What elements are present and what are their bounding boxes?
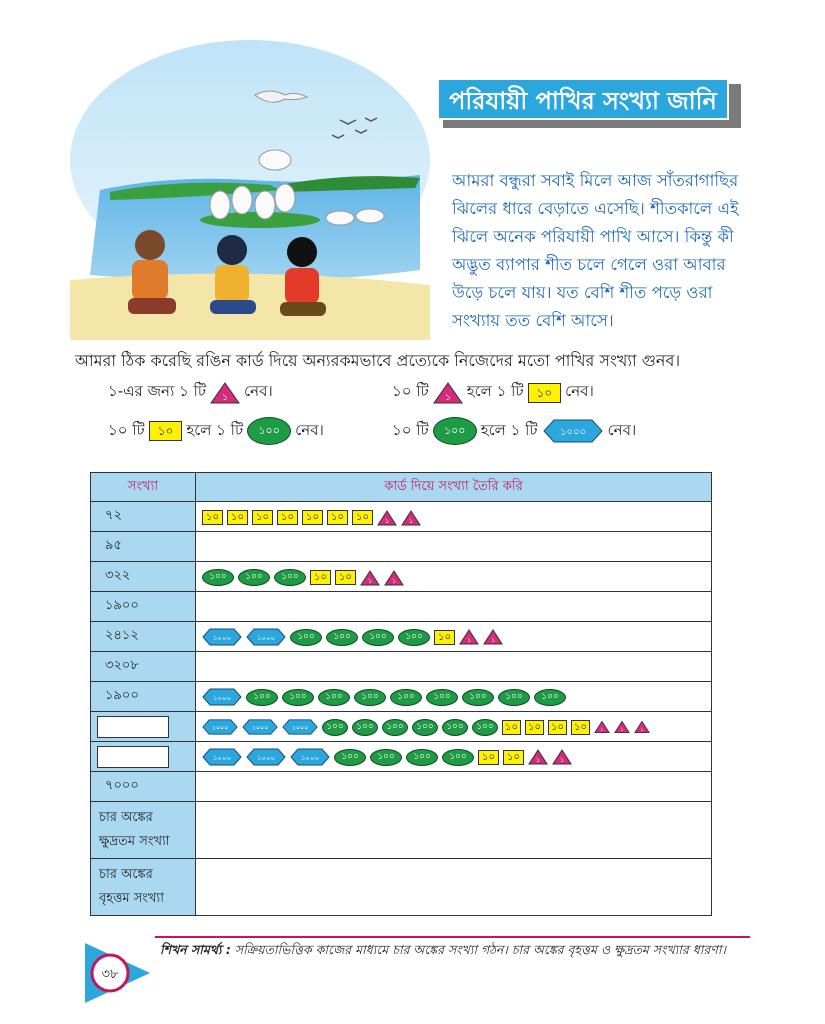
triangle-card-icon — [401, 510, 421, 526]
hundred-card: ১০০ — [498, 689, 530, 706]
table-row — [91, 622, 712, 652]
triangle-card-icon — [528, 749, 548, 765]
card-label: ১০০০ — [291, 724, 309, 732]
hundred-card: ১০০ — [290, 629, 322, 646]
card-label: ১০০০ — [256, 634, 276, 643]
hundred-card: ১০০ — [274, 569, 306, 586]
triangle-card-icon — [483, 629, 503, 645]
row-cards-empty[interactable] — [196, 592, 712, 622]
row-cards — [196, 622, 712, 652]
answer-input-box[interactable] — [97, 746, 169, 768]
triangle-card-icon — [614, 720, 630, 734]
rule-hundred — [108, 417, 324, 445]
hundred-card: ১০০ — [322, 719, 348, 736]
rule-ten — [392, 380, 594, 405]
card-label: ১০০০ — [559, 427, 586, 438]
card-label: ১০০০ — [212, 634, 232, 643]
hundred-card: ১০০ — [472, 719, 498, 736]
row-cards-empty[interactable] — [196, 802, 712, 859]
hundred-card: ১০০ — [354, 689, 386, 706]
card-label: ১ — [408, 516, 414, 525]
table-row — [91, 532, 712, 562]
card-label: ১ — [535, 756, 541, 765]
hundred-card: ১০০ — [433, 417, 477, 445]
ten-card: ১০ — [478, 750, 499, 765]
footer-label: শিখন সামর্থ্য : — [160, 942, 231, 957]
hundred-card: ১০০ — [334, 749, 366, 766]
intro-line: উড়ে চলে যায়। যত বেশি শীত পড়ে ওরা — [452, 283, 713, 302]
rule-text: ১০ টি — [108, 420, 145, 439]
intro-line: ঝিলের ধারে বেড়াতে এসেছি। শীতকালে এই — [452, 199, 739, 218]
row-number-cell — [91, 712, 196, 742]
rule-one — [108, 380, 273, 405]
table-row — [91, 562, 712, 592]
footer-divider — [155, 936, 750, 938]
hundred-card: ১০০ — [202, 569, 234, 586]
table-header-row — [91, 473, 712, 502]
thousand-card-icon — [282, 718, 318, 736]
triangle-card-icon — [360, 570, 380, 586]
row-label-line: চার অঙ্কের — [99, 810, 153, 825]
rule-statement: আমরা ঠিক করেছি রঙিন কার্ড দিয়ে অন্যরকমভাবে প্রত্যেকে নিজেদের মতো পাখির সংখ্যা গুনব। — [75, 351, 681, 370]
thousand-card-icon — [202, 628, 242, 646]
rule-text: হলে ১ টি — [480, 420, 538, 439]
rule-text: হলে ১ টি — [186, 420, 244, 439]
rule-thousand — [392, 417, 636, 445]
row-cards-empty[interactable] — [196, 859, 712, 916]
title-banner — [437, 78, 741, 128]
card-label: ১০০০ — [212, 754, 232, 763]
triangle-card-icon — [594, 720, 610, 734]
row-number — [91, 802, 196, 859]
hundred-card: ১০০ — [362, 629, 394, 646]
row-cards — [196, 562, 712, 592]
row-number: ১৯০০ — [91, 682, 196, 712]
intro-line: আমরা বন্ধুরা সবাই মিলে আজ সাঁতরাগাছির — [452, 171, 739, 190]
row-cards-empty[interactable] — [196, 652, 712, 682]
lake-illustration — [70, 40, 430, 340]
hundred-card: ১০০ — [282, 689, 314, 706]
row-cards-empty[interactable] — [196, 532, 712, 562]
ten-card: ১০ — [525, 720, 544, 735]
table-row — [91, 682, 712, 712]
page-title: পরিযায়ী পাখির সংখ্যা জানি — [437, 78, 729, 120]
row-cards — [196, 742, 712, 772]
card-label: ১ — [640, 727, 644, 734]
thousand-card-icon — [242, 718, 278, 736]
ten-card: ১০ — [528, 383, 562, 403]
card-label: ১ — [490, 636, 496, 645]
table-row — [91, 742, 712, 772]
hundred-card: ১০০ — [352, 719, 378, 736]
row-label-line: বৃহত্তম সংখ্যা — [99, 891, 164, 906]
number-table — [90, 472, 712, 916]
row-label-line: চার অঙ্কের — [99, 867, 153, 882]
row-number: ৩২০৮ — [91, 652, 196, 682]
table-row — [91, 712, 712, 742]
rule-text: হলে ১ টি — [466, 382, 524, 400]
card-label: ১ — [367, 576, 373, 585]
ten-card: ১০ — [548, 720, 567, 735]
table-row — [91, 652, 712, 682]
row-cards — [196, 502, 712, 532]
hundred-card: ১০০ — [398, 629, 430, 646]
page-number: ৩৮ — [101, 967, 119, 982]
ten-card: ১০ — [327, 510, 348, 525]
hundred-card: ১০০ — [442, 749, 474, 766]
hundred-card: ১০০ — [412, 719, 438, 736]
card-label: ১ — [391, 576, 397, 585]
hundred-card: ১০০ — [318, 689, 350, 706]
header-number: সংখ্যা — [91, 473, 196, 502]
hundred-card: ১০০ — [238, 569, 270, 586]
table-row — [91, 802, 712, 859]
thousand-card-icon — [246, 748, 286, 766]
ten-card: ১০ — [503, 750, 524, 765]
ten-card: ১০ — [202, 510, 223, 525]
card-label: ১০০০ — [212, 694, 232, 703]
row-number-cell — [91, 742, 196, 772]
row-number: ১৯০০ — [91, 592, 196, 622]
row-number: ৩২২ — [91, 562, 196, 592]
row-cards-empty[interactable] — [196, 772, 712, 802]
rule-text: নেব। — [565, 382, 594, 400]
thousand-card-icon — [246, 628, 286, 646]
intro-line: অদ্ভুত ব্যাপার শীত চলে গেলে ওরা আবার — [452, 255, 726, 274]
ten-card: ১০ — [310, 570, 331, 585]
rule-text: নেব। — [295, 420, 324, 439]
row-cards — [196, 682, 712, 712]
page-number-badge — [80, 938, 160, 1008]
ten-card: ১০ — [149, 421, 183, 441]
intro-paragraph — [452, 167, 757, 335]
row-cards — [196, 712, 712, 742]
thousand-card-icon — [290, 748, 330, 766]
row-number: ২৪১২ — [91, 622, 196, 652]
thousand-card-icon — [202, 688, 242, 706]
hundred-card: ১০০ — [462, 689, 494, 706]
row-number: ৯৫ — [91, 532, 196, 562]
hundred-card: ১০০ — [326, 629, 358, 646]
ten-card: ১০ — [335, 570, 356, 585]
row-number: ৭২ — [91, 502, 196, 532]
triangle-card-icon — [433, 381, 463, 405]
hundred-card: ১০০ — [534, 689, 566, 706]
table-row — [91, 592, 712, 622]
rule-text: ১-এর জন্য ১ টি — [108, 382, 207, 400]
footer-note — [160, 942, 726, 962]
row-label-line: ক্ষুদ্রতম সংখ্যা — [99, 834, 170, 849]
ten-card: ১০ — [502, 720, 521, 735]
triangle-card-icon — [377, 510, 397, 526]
rule-text: নেব। — [244, 382, 273, 400]
triangle-card-icon — [384, 570, 404, 586]
ten-card: ১০ — [571, 720, 590, 735]
thousand-card-icon — [202, 748, 242, 766]
intro-line: ঝিলে অনেক পরিযায়ী পাখি আসে। কিন্তু কী — [452, 227, 734, 246]
card-label: ১০০০ — [211, 724, 229, 732]
card-label: ১ — [559, 756, 565, 765]
rule-text: ১০ টি — [392, 420, 429, 439]
hundred-card: ১০০ — [382, 719, 408, 736]
thousand-card-icon — [202, 718, 238, 736]
ten-card: ১০ — [252, 510, 273, 525]
row-number: ৭০০০ — [91, 772, 196, 802]
table-row — [91, 502, 712, 532]
hundred-card: ১০০ — [406, 749, 438, 766]
card-label: ১ — [222, 392, 228, 403]
card-label: ১ — [384, 516, 390, 525]
hundred-card: ১০০ — [442, 719, 468, 736]
footer-text: সক্রিয়তাভিত্তিক কাজের মাধ্যমে চার অঙ্কের সংখ্যা গঠন। চার অঙ্কের বৃহত্তম ও ক্ষুদ্রতম সংখ্যার ধারণা। — [234, 942, 726, 957]
hundred-card: ১০০ — [370, 749, 402, 766]
ten-card: ১০ — [434, 630, 455, 645]
hundred-card: ১০০ — [247, 417, 291, 445]
triangle-card-icon — [552, 749, 572, 765]
ten-card: ১০ — [302, 510, 323, 525]
ten-card: ১০ — [352, 510, 373, 525]
card-label: ১ — [466, 636, 472, 645]
card-label: ১০০০ — [251, 724, 269, 732]
card-label: ১ — [600, 727, 604, 734]
triangle-card-icon — [210, 381, 240, 405]
hundred-card: ১০০ — [246, 689, 278, 706]
table-row — [91, 859, 712, 916]
table-row — [91, 772, 712, 802]
thousand-card-icon — [542, 418, 604, 444]
hundred-card: ১০০ — [390, 689, 422, 706]
ten-card: ১০ — [277, 510, 298, 525]
answer-input-box[interactable] — [97, 716, 169, 738]
row-number — [91, 859, 196, 916]
hundred-card: ১০০ — [426, 689, 458, 706]
ten-card: ১০ — [227, 510, 248, 525]
intro-line: সংখ্যায় তত বেশি আসে। — [452, 311, 614, 330]
card-label: ১ — [444, 392, 451, 403]
rule-text: নেব। — [607, 420, 637, 439]
card-label: ১০০০ — [256, 754, 276, 763]
card-label: ১০০০ — [300, 754, 320, 763]
triangle-card-icon — [634, 720, 650, 734]
header-cards: কার্ড দিয়ে সংখ্যা তৈরি করি — [196, 473, 712, 502]
triangle-card-icon — [459, 629, 479, 645]
card-label: ১ — [620, 727, 624, 734]
rule-text: ১০ টি — [392, 382, 429, 400]
